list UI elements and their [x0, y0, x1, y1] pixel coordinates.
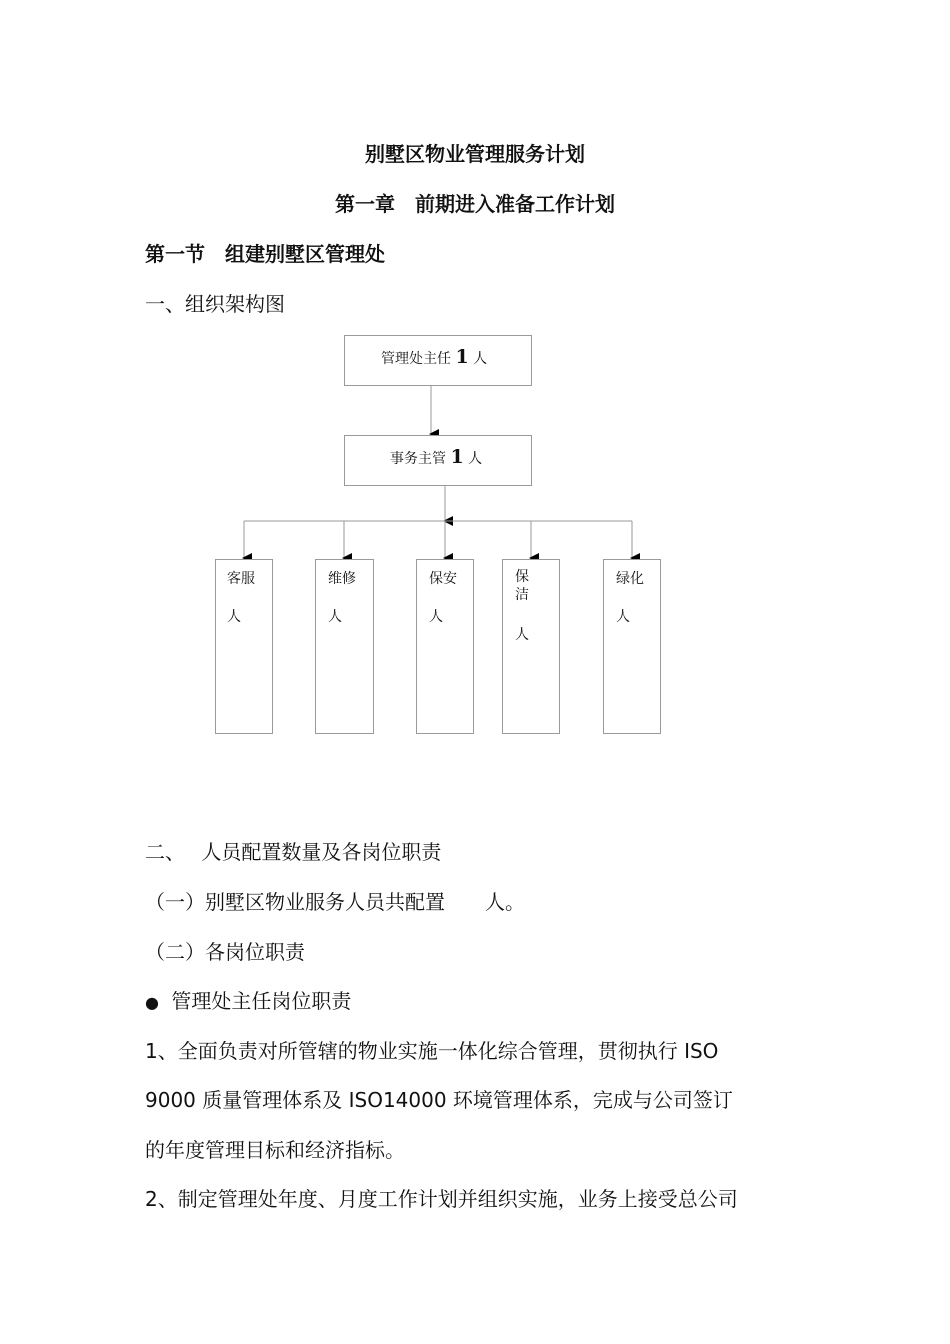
- paragraph-1-line-3: 的年度管理目标和经济指标。: [145, 1138, 405, 1162]
- org-box-director-label: 管理处主任: [381, 351, 451, 367]
- bullet-item: [145, 985, 351, 1014]
- dept-label: 维修: [328, 571, 356, 587]
- staffing-total: （一）别墅区物业服务人员共配置 人。: [145, 890, 525, 914]
- bullet-text: 管理处主任岗位职责: [171, 989, 352, 1013]
- org-chart-heading: 一、组织架构图: [145, 292, 285, 316]
- org-box-supervisor-label: 事务主管: [390, 451, 446, 467]
- dept-unit: 人: [429, 609, 443, 625]
- dept-label: 绿化: [616, 571, 644, 587]
- staffing-duties-heading: （二）各岗位职责: [145, 940, 305, 964]
- org-box-director-count: 1: [455, 346, 469, 368]
- section-heading: 第一节 组建别墅区管理处: [145, 242, 385, 266]
- org-box-director-unit: 人: [473, 351, 488, 367]
- paragraph-1-line-2: 9000 质量管理体系及 ISO14000 环境管理体系，完成与公司签订: [145, 1088, 733, 1112]
- org-box-security: [416, 559, 474, 734]
- org-box-maintenance: [315, 559, 374, 734]
- dept-label: 客服: [227, 571, 255, 587]
- chapter-heading: 第一章 前期进入准备工作计划: [335, 192, 615, 216]
- staffing-heading: 二、 人员配置数量及各岗位职责: [145, 840, 442, 864]
- dept-unit: 人: [616, 609, 630, 625]
- dept-unit: 人: [515, 627, 529, 643]
- org-box-supervisor-count: 1: [450, 446, 464, 468]
- org-box-cleaning: [502, 559, 560, 734]
- org-box-customer-service: [215, 559, 273, 734]
- org-box-supervisor-unit: 人: [468, 451, 483, 467]
- org-box-supervisor: [344, 435, 532, 486]
- org-box-director: [344, 335, 532, 386]
- paragraph-2-line-1: 2、制定管理处年度、月度工作计划并组织实施，业务上接受总公司: [145, 1187, 738, 1211]
- dept-label: 保安: [429, 571, 457, 587]
- dept-unit: 人: [328, 609, 342, 625]
- org-box-landscaping: [603, 559, 661, 734]
- bullet-icon: ●: [145, 993, 159, 1012]
- dept-unit: 人: [227, 609, 241, 625]
- paragraph-1-line-1: 1、全面负责对所管辖的物业实施一体化综合管理，贯彻执行 ISO: [145, 1039, 719, 1063]
- document-title: 别墅区物业管理服务计划: [365, 142, 585, 166]
- dept-label: 保 洁: [515, 569, 529, 603]
